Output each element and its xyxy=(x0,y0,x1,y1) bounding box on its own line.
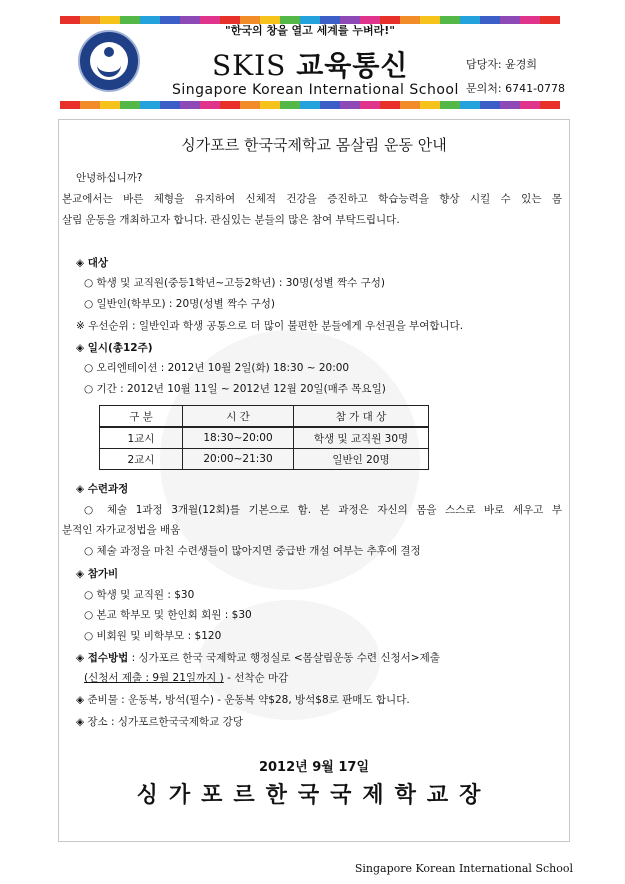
stripe-segment xyxy=(260,101,280,109)
table-header: 시 간 xyxy=(183,406,294,428)
greeting: 안녕하십니까? xyxy=(76,172,143,184)
intro-line-1: 본교에서는 바른 체형을 유지하여 신체적 건강을 증진하고 학습능력을 향상 시킬 수 있는 몸 xyxy=(62,193,562,205)
deadline-line xyxy=(84,670,288,685)
stripe-segment xyxy=(420,101,440,109)
table-cell: 2교시 xyxy=(100,449,183,470)
rainbow-stripe-bottom xyxy=(60,101,560,109)
course-item-1b: 분적인 자가교정법을 배움 xyxy=(62,524,181,536)
apply-text: : 싱가포르 한국 국제학교 행정실로 <몸살림운동 수련 신청서>제출 xyxy=(128,652,440,664)
orientation-line: ○ 오리엔테이션 : 2012년 10월 2일(화) 18:30 ~ 20:00 xyxy=(84,362,350,374)
stripe-segment xyxy=(100,101,120,109)
section-schedule: ◈ 일시(총12주) xyxy=(76,342,153,354)
stripe-segment xyxy=(360,101,380,109)
footer-school-name: Singapore Korean International School xyxy=(354,862,573,875)
fee-item-1: ○ 학생 및 교직원 : $30 xyxy=(84,589,195,601)
stripe-segment xyxy=(320,101,340,109)
course-item-2: ○ 체술 과정을 마친 수련생들이 많아지면 중급반 개설 여부는 추후에 결정 xyxy=(84,545,421,557)
period-line: ○ 기간 : 2012년 10월 11일 ~ 2012년 12월 20일(매주 목요일) xyxy=(84,383,386,395)
stripe-segment xyxy=(160,101,180,109)
principal-signature: 싱가포르한국국제학교장 xyxy=(136,783,492,808)
stripe-segment xyxy=(540,101,560,109)
fee-item-2: ○ 본교 학부모 및 한인회 회원 : $30 xyxy=(84,609,252,621)
school-name-en: Singapore Korean International School xyxy=(172,82,459,98)
table-header-row xyxy=(100,406,429,428)
fee-item-3: ○ 비회원 및 비학부모 : $120 xyxy=(84,630,222,642)
stripe-segment xyxy=(500,101,520,109)
contact-phone: 문의처: 6741-0778 xyxy=(466,82,566,95)
stripe-segment xyxy=(440,101,460,109)
table-row xyxy=(100,449,429,470)
table-header: 참 가 대 상 xyxy=(294,406,429,428)
stripe-segment xyxy=(400,101,420,109)
school-logo xyxy=(78,30,140,92)
stripe-segment xyxy=(240,101,260,109)
apply-line xyxy=(76,650,440,665)
apply-label: ◈ 접수방법 xyxy=(76,652,129,664)
target-item-2: ○ 일반인(학부모) : 20명(성별 짝수 구성) xyxy=(84,298,275,310)
stripe-segment xyxy=(80,101,100,109)
stripe-segment xyxy=(460,101,480,109)
stripe-segment xyxy=(180,101,200,109)
stripe-segment xyxy=(220,101,240,109)
priority-note: ※ 우선순위 : 일반인과 학생 공통으로 더 많이 불편한 분들에게 우선권을 부여합니다. xyxy=(76,320,464,332)
intro-line-2: 살림 운동을 개최하고자 합니다. 관심있는 분들의 많은 참여 부탁드립니다. xyxy=(62,214,400,226)
contact-person: 담당자: 윤경희 xyxy=(466,58,537,71)
stripe-segment xyxy=(340,101,360,109)
stripe-segment xyxy=(480,101,500,109)
table-row xyxy=(100,427,429,449)
title-en: SKIS xyxy=(212,49,287,82)
schedule-table xyxy=(99,405,429,470)
stripe-segment xyxy=(120,101,140,109)
place-line: ◈ 장소 : 싱가포르한국국제학교 강당 xyxy=(76,716,243,728)
table-header: 구 분 xyxy=(100,406,183,428)
newsletter-title xyxy=(212,44,408,84)
title-ko: 교육통신 xyxy=(296,49,409,82)
section-fee: ◈ 참가비 xyxy=(76,568,119,580)
prep-line: ◈ 준비물 : 운동복, 방석(필수) - 운동복 약$28, 방석$8로 판매도 합니다. xyxy=(76,694,410,706)
deadline-underlined: (신청서 제출 : 9월 21일까지 ) xyxy=(84,672,224,684)
deadline-rest: - 선착순 마감 xyxy=(223,672,289,684)
course-item-1a: ○ 체술 1과정 3개월(12회)를 기본으로 함. 본 과정은 자신의 몸을 스스로 바로 세우고 부 xyxy=(84,504,562,516)
table-cell: 일반인 20명 xyxy=(294,449,429,470)
document-date: 2012년 9월 17일 xyxy=(258,760,370,775)
table-cell: 18:30~20:00 xyxy=(183,427,294,449)
stripe-segment xyxy=(280,101,300,109)
table-cell: 1교시 xyxy=(100,427,183,449)
slogan: "한국의 창을 열고 세계를 누벼라!" xyxy=(225,24,395,37)
stripe-segment xyxy=(60,101,80,109)
section-target: ◈ 대상 xyxy=(76,257,109,269)
stripe-segment xyxy=(140,101,160,109)
table-cell: 학생 및 교직원 30명 xyxy=(294,427,429,449)
stripe-segment xyxy=(520,101,540,109)
section-course: ◈ 수련과정 xyxy=(76,483,129,495)
stripe-segment xyxy=(300,101,320,109)
table-cell: 20:00~21:30 xyxy=(183,449,294,470)
document-heading: 싱가포르 한국국제학교 몸살림 운동 안내 xyxy=(181,136,447,154)
stripe-segment xyxy=(380,101,400,109)
stripe-segment xyxy=(200,101,220,109)
target-item-1: ○ 학생 및 교직원(중등1학년~고등2학년) : 30명(성별 짝수 구성) xyxy=(84,277,385,289)
